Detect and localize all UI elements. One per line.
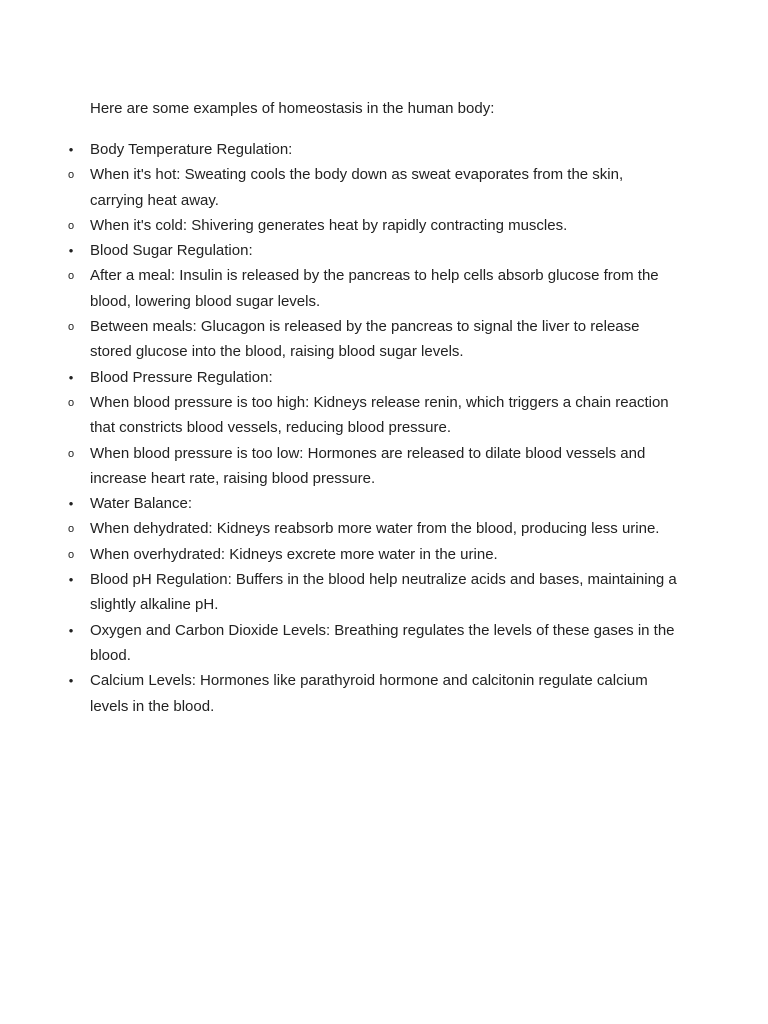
list-item-text: Water Balance: [90,495,192,513]
sub-bullet-marker: o [67,396,75,409]
list-item [0,668,680,719]
list-item-text: Oxygen and Carbon Dioxide Levels: Breathing regulates the levels of these gases in the blood. [90,621,675,664]
list-item [0,390,680,441]
list-item-text: Calcium Levels: Hormones like parathyroid hormone and calcitonin regulate calcium levels in the blood. [90,672,648,715]
sub-bullet-marker: o [67,270,75,283]
list-item [0,365,680,390]
list-item [0,542,680,567]
sub-bullet-marker: o [67,169,75,182]
list-item-text: When it's hot: Sweating cools the body down as sweat evaporates from the skin, carrying heat away. [90,166,624,209]
sub-bullet-marker: o [67,548,75,561]
list-item [0,516,680,541]
list-item-text: When blood pressure is too low: Hormones are released to dilate blood vessels and increase heart rate, raising blood pressure. [90,444,646,487]
sub-bullet-marker: o [67,219,75,232]
bullet-marker: • [68,496,74,512]
list-item-text: Body Temperature Regulation: [90,141,293,158]
sub-bullet-marker: o [67,321,75,334]
list-item-text: Blood Sugar Regulation: [90,242,253,260]
list-item [0,441,680,492]
list-item-text: When overhydrated: Kidneys excrete more water in the urine. [90,545,498,563]
list-item-text: After a meal: Insulin is released by the pancreas to help cells absorb glucose from the blood, lowering blood sugar levels. [90,267,659,310]
bullet-marker: • [68,243,74,259]
homeostasis-list [0,137,768,719]
bullet-marker: • [68,673,74,689]
sub-bullet-marker: o [67,447,75,460]
list-item [0,491,680,516]
list-item [0,618,680,669]
list-item-text: Blood Pressure Regulation: [90,368,273,386]
list-item [0,137,680,162]
list-item [0,314,680,365]
list-item [0,263,680,314]
list-item-text: Blood pH Regulation: Buffers in the blood help neutralize acids and bases, maintaining a slightly alkaline pH. [90,571,677,614]
list-item [0,162,680,213]
list-item [0,213,680,238]
sub-bullet-marker: o [67,523,75,536]
bullet-marker: • [68,572,74,588]
bullet-marker: • [68,369,74,385]
list-item-text: When dehydrated: Kidneys reabsorb more water from the blood, producing less urine. [90,520,660,538]
list-item-text: When blood pressure is too high: Kidneys release renin, which triggers a chain reaction that constricts blood vessels, reducing blood pressure. [90,393,669,437]
bullet-marker: • [68,142,74,157]
intro-paragraph: Here are some examples of homeostasis in the human body: [90,100,495,117]
list-item [0,567,680,618]
bullet-marker: • [68,622,74,638]
list-item-text: When it's cold: Shivering generates heat by rapidly contracting muscles. [90,216,568,234]
list-item-text: Between meals: Glucagon is released by the pancreas to signal the liver to release stored glucose into the blood, raising blood sugar levels. [90,318,640,361]
list-item [0,238,680,263]
